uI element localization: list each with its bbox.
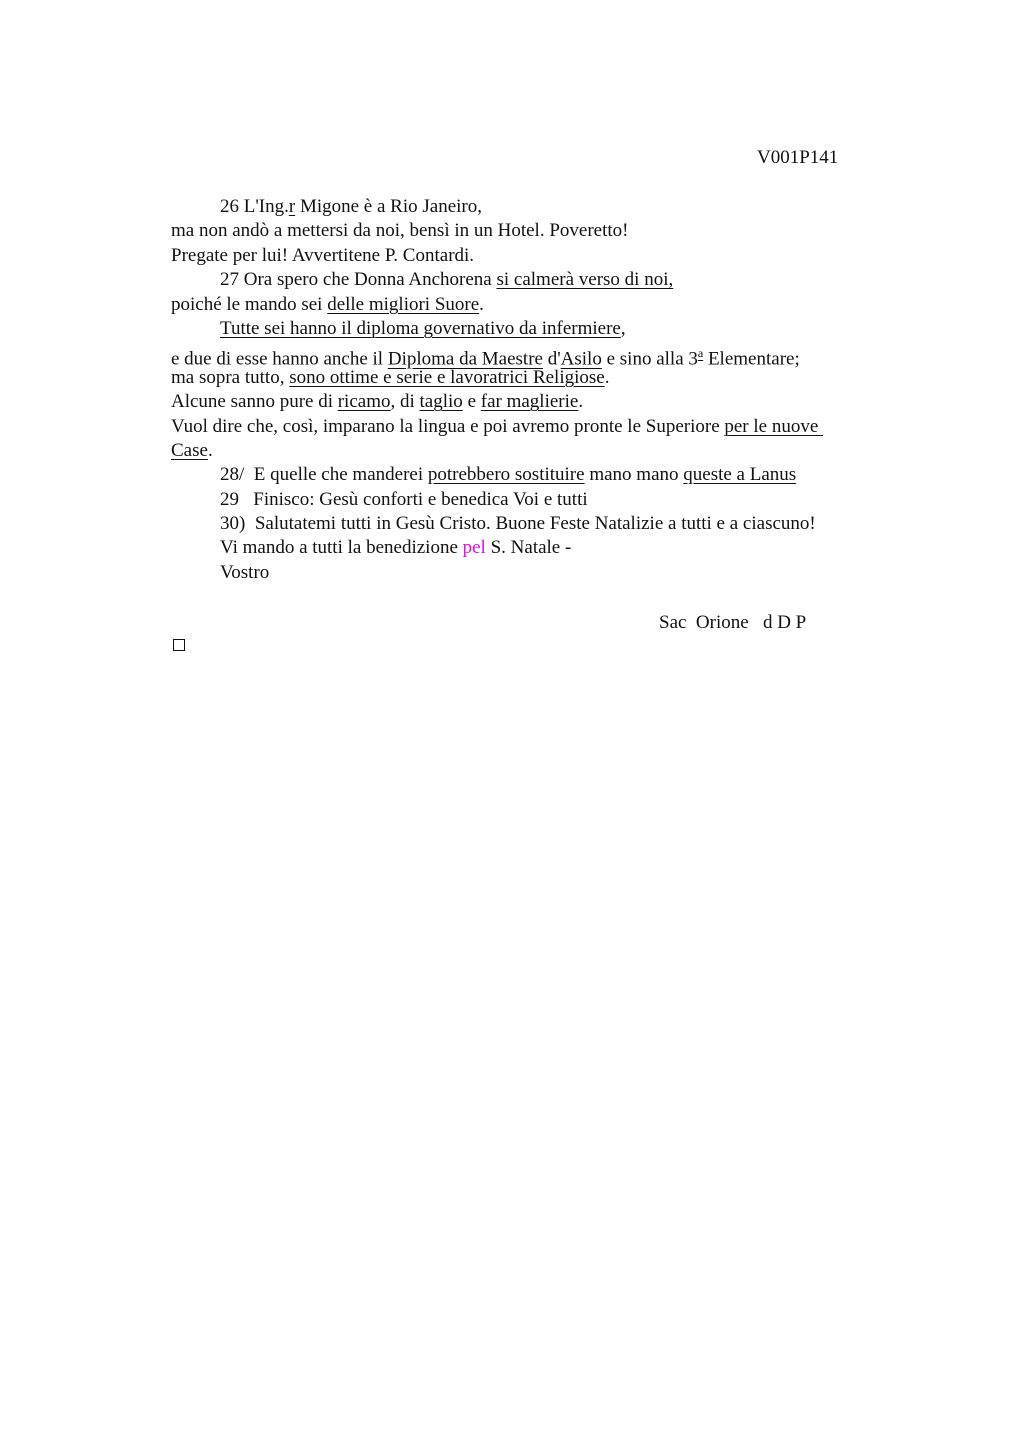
line-lingua: Vuol dire che, così, imparano la lingua e poi avremo pronte le Superiore per le nuove [171,415,824,437]
line-case: Case. [171,439,213,461]
signature: Sac Orione d D P [659,612,807,633]
line-religiose: ma sopra tutto, sono ottime e serie e lavoratrici Religiose. [171,366,610,388]
line-benedizione: Vi mando a tutti la benedizione pel S. Natale - [220,537,572,559]
line-30: 30) Salutatemi tutti in Gesù Cristo. Buone Feste Natalizie a tutti e a ciascuno! [220,513,816,535]
line-27: 27 Ora spero che Donna Anchorena si calmerà verso di noi, [220,269,674,291]
line-vostro: Vostro [220,561,270,583]
line-26: 26 L'Ing.r Migone è a Rio Janeiro, [220,196,482,217]
letter-body [171,195,891,585]
page-id: V001P141 [757,147,839,168]
line-diploma: Tutte sei hanno il diploma governativo da infermiere, [220,317,626,339]
line-ricamo: Alcune sanno pure di ricamo, di taglio e far maglierie. [171,391,584,413]
checkbox-square-icon [173,639,185,651]
line-28: 28/ E quelle che manderei potrebbero sostituire mano mano queste a Lanus [220,464,797,486]
line-suore: poiché le mando sei delle migliori Suore. [171,293,484,315]
line-29: 29 Finisco: Gesù conforti e benedica Voi e tutti [220,488,588,510]
line-maestre: e due di esse hanno anche il Diploma da Maestre d'Asilo e sino alla 3$^a$ Elementare; [171,346,800,370]
line-hotel: ma non andò a mettersi da noi, bensì in un Hotel. Poveretto! [171,220,629,242]
line-pregate: Pregate per lui! Avvertitene P. Contardi. [171,244,475,266]
